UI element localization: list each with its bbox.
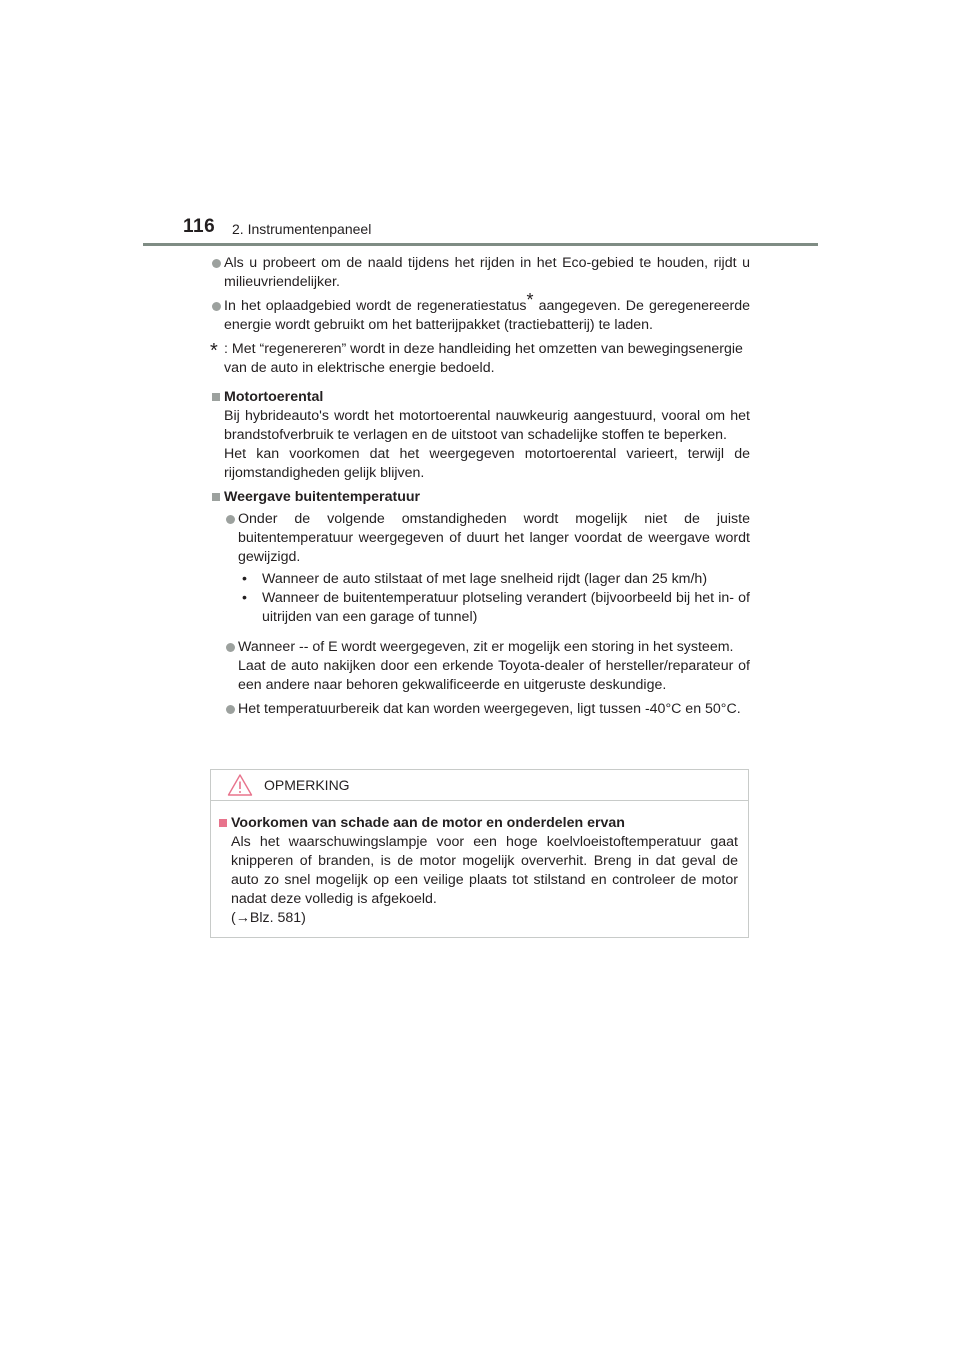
bullet-item: [210, 290, 750, 335]
subsection-heading: [210, 388, 750, 407]
footnote-text: : Met “regenereren” wordt in deze handleiding het omzetten van bewegingsenergie van de auto in elektrische energie bedoeld.: [224, 341, 743, 376]
notice-heading: [217, 814, 738, 833]
list-item: [238, 589, 750, 627]
bullet-item: [224, 700, 750, 719]
bullet-text-end: aangegeven. De geregenereerde energie wordt gebruikt om het batterijpakket (tractiebatterij) te laden.: [224, 298, 750, 333]
square-marker-icon: [210, 388, 224, 407]
bullet-item: [224, 510, 750, 633]
footnote-mark: *: [210, 340, 218, 362]
sub-list: [238, 570, 750, 627]
page-number: 116: [183, 216, 216, 237]
notice-heading-text: Voorkomen van schade aan de motor en onderdelen ervan: [231, 815, 625, 831]
section-title: 2. Instrumentenpaneel: [232, 221, 372, 237]
bullet-text: Onder de volgende omstandigheden wordt mogelijk niet de juiste buitentemperatuur weergegeven of duurt het langer voordat de weergave wordt gewijzigd.: [238, 511, 750, 565]
bullet-text-start: In het oplaadgebied wordt de regeneratiestatus: [224, 298, 527, 314]
bullet-text: Laat de auto nakijken door een erkende Toyota-dealer of hersteller/reparateur of een andere naar behoren gekwalificeerde en uitgeruste deskundige.: [238, 658, 750, 693]
header-rule: [143, 243, 818, 246]
sub-bullet-icon: •: [242, 590, 247, 606]
paragraph: Het kan voorkomen dat het weergegeven motortoerental varieert, terwijl de rijomstandigheden gelijk blijven.: [224, 446, 750, 481]
subsection-heading: [210, 488, 750, 507]
notice-body: [211, 801, 748, 928]
notice-title: OPMERKING: [264, 777, 350, 793]
bullet-text: [224, 290, 750, 335]
notice-text: Als het waarschuwingslampje voor een hoge koelvloeistoftemperatuur gaat knipperen of branden, is de motor mogelijk oververhit. Breng in dat geval de auto zo snel mogelijk op een veilige plaats tot stilstand en controleer de motor nadat deze volledig is afgekoeld.: [231, 834, 738, 907]
subsection-title: Motortoerental: [224, 389, 324, 405]
subsection-title: Weergave buitentemperatuur: [224, 489, 421, 505]
bullet-item: [210, 254, 750, 292]
bullet-dot-icon: [224, 700, 238, 719]
square-marker-icon: [210, 488, 224, 507]
sub-bullet-icon: •: [242, 571, 247, 587]
list-item-text: Wanneer de auto stilstaat of met lage snelheid rijdt (lager dan 25 km/h): [262, 571, 708, 587]
bullet-dot-icon: [210, 297, 224, 316]
paragraph: Bij hybrideauto's wordt het motortoerental nauwkeurig aangestuurd, vooral om het brandstofverbruik te verlagen en de uitstoot van schadelijke stoffen te beperken.: [224, 408, 750, 443]
bullet-item: [224, 638, 750, 695]
page-reference-link[interactable]: (→Blz. 581): [231, 910, 306, 926]
bullet-text: Als u probeert om de naald tijdens het rijden in het Eco-gebied te houden, rijdt u milieuvriendelijker.: [224, 255, 750, 290]
bullet-dot-icon: [224, 638, 238, 657]
notice-header: [211, 770, 748, 801]
bullet-body: [238, 510, 750, 633]
square-marker-icon: [217, 814, 231, 833]
footnote: [210, 340, 750, 378]
list-item: [238, 570, 750, 589]
footnote-star: *: [526, 290, 534, 310]
bullet-text: Het temperatuurbereik dat kan worden weergegeven, ligt tussen -40°C en 50°C.: [238, 701, 741, 717]
bullet-text: Wanneer -- of E wordt weergegeven, zit er mogelijk een storing in het systeem.: [238, 639, 734, 655]
notice-box: [210, 769, 749, 938]
warning-triangle-icon: [227, 773, 253, 797]
bullet-dot-icon: [210, 254, 224, 273]
bullet-body: [238, 638, 750, 695]
page-content: [210, 254, 750, 724]
bullet-dot-icon: [224, 510, 238, 529]
list-item-text: Wanneer de buitentemperatuur plotseling verandert (bijvoorbeeld bij het in- of uitrijden van een garage of tunnel): [262, 590, 750, 625]
